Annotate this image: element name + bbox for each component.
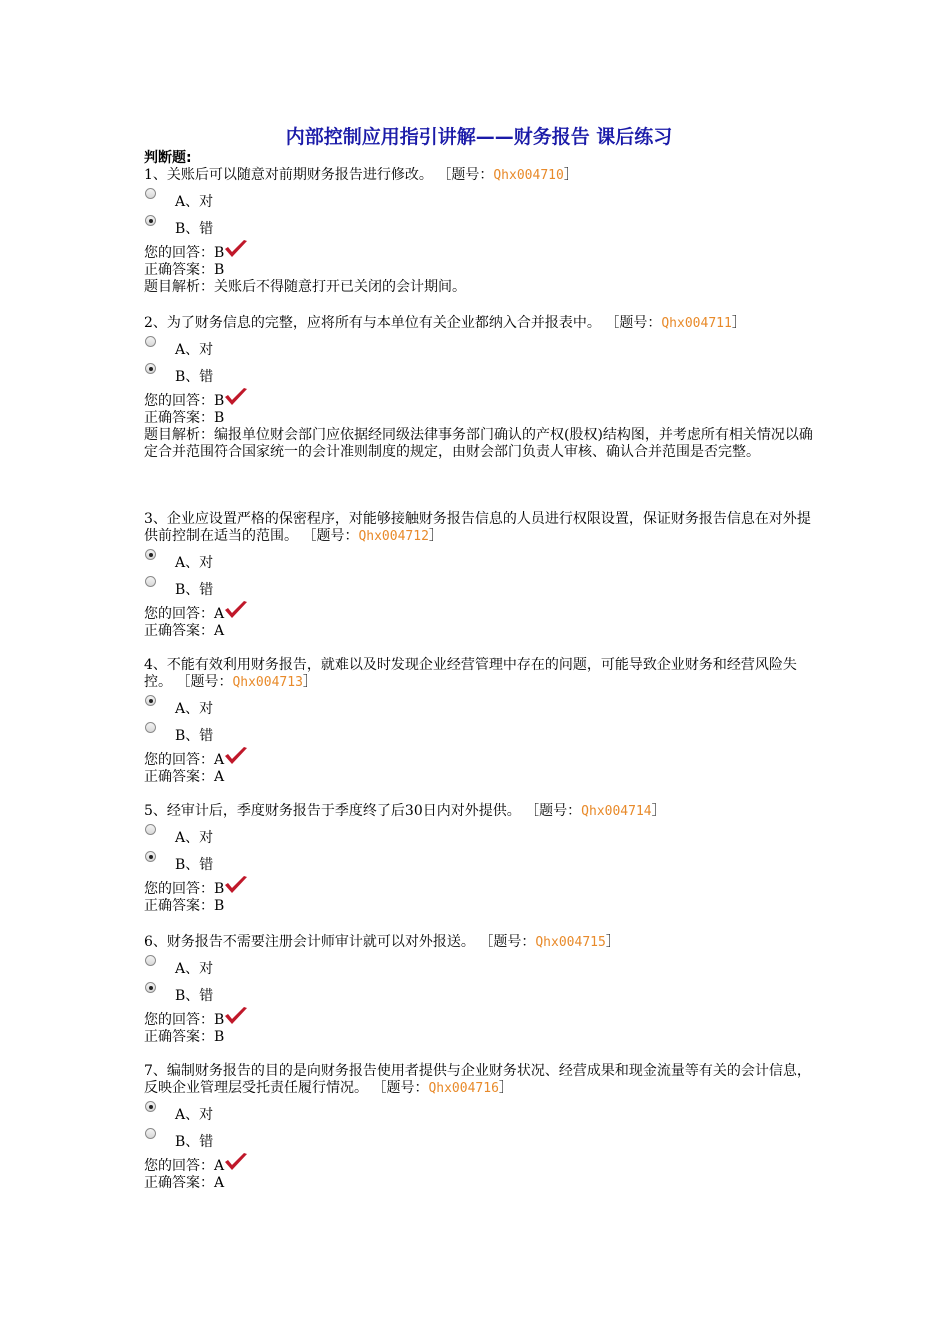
your-answer-row: 您的回答：A	[144, 1152, 814, 1175]
check-icon	[224, 1006, 248, 1026]
question-code: Qhx004711	[661, 316, 732, 331]
your-answer-row: 您的回答：B	[144, 387, 814, 410]
option-a[interactable]: A、对	[144, 332, 814, 359]
radio-icon[interactable]	[145, 722, 156, 733]
question-4	[144, 657, 814, 786]
question-code: Qhx004710	[493, 168, 564, 183]
radio-icon[interactable]	[145, 336, 156, 347]
question-text: 6、财务报告不需要注册会计师审计就可以对外报送。 ［题号：Qhx004715］	[144, 934, 620, 950]
question-text: 5、经审计后，季度财务报告于季度终了后30日内对外提供。 ［题号：Qhx004714］	[144, 803, 666, 819]
check-icon	[224, 875, 248, 895]
option-b[interactable]: B、错	[144, 572, 814, 599]
option-a[interactable]: A、对	[144, 951, 814, 978]
option-a[interactable]: A、对	[144, 545, 814, 572]
check-icon	[224, 239, 248, 259]
question-code: Qhx004716	[428, 1081, 499, 1096]
option-b[interactable]: B、错	[144, 1124, 814, 1151]
radio-selected-icon[interactable]	[145, 363, 156, 374]
correct-answer-row: 正确答案：B	[144, 262, 225, 278]
radio-selected-icon[interactable]	[145, 982, 156, 993]
option-a[interactable]: A、对	[144, 820, 814, 847]
page-title: 内部控制应用指引讲解——财务报告 课后练习	[285, 126, 673, 148]
analysis-row: 题目解析：关账后不得随意打开已关闭的会计期间。	[144, 279, 466, 295]
radio-selected-icon[interactable]	[145, 695, 156, 706]
option-a[interactable]: A、对	[144, 1097, 814, 1124]
correct-answer-row: 正确答案：A	[144, 623, 225, 639]
correct-answer-row: 正确答案：A	[144, 769, 225, 785]
section-heading: 判断题:	[144, 150, 192, 166]
your-answer-row: 您的回答：A	[144, 600, 814, 623]
option-a[interactable]: A、对	[144, 184, 814, 211]
correct-answer-row: 正确答案：A	[144, 1175, 225, 1191]
question-text: 2、为了财务信息的完整，应将所有与本单位有关企业都纳入合并报表中。 ［题号：Qhx004711］	[144, 315, 746, 331]
radio-icon[interactable]	[145, 576, 156, 587]
question-code: Qhx004715	[535, 935, 606, 950]
your-answer-row: 您的回答：B	[144, 1006, 814, 1029]
question-2	[144, 315, 814, 461]
question-1	[144, 167, 814, 296]
question-text: 3、企业应设置严格的保密程序，对能够接触财务报告信息的人员进行权限设置，保证财务报告信息在对外提供前控制在适当的范围。 ［题号：Qhx004712］	[144, 511, 811, 544]
question-text: 4、不能有效利用财务报告，就难以及时发现企业经营管理中存在的问题，可能导致企业财务和经营风险失控。 ［题号：Qhx004713］	[144, 657, 797, 690]
your-answer-row: 您的回答：B	[144, 239, 814, 262]
correct-answer-row: 正确答案：B	[144, 898, 225, 914]
option-a[interactable]: A、对	[144, 691, 814, 718]
radio-selected-icon[interactable]	[145, 215, 156, 226]
question-3	[144, 511, 814, 640]
your-answer-row: 您的回答：B	[144, 875, 814, 898]
question-text: 7、编制财务报告的目的是向财务报告使用者提供与企业财务状况、经营成果和现金流量等有关的会计信息，反映企业管理层受托责任履行情况。 ［题号：Qhx004716］	[144, 1063, 811, 1096]
radio-icon[interactable]	[145, 188, 156, 199]
question-7	[144, 1063, 814, 1192]
radio-selected-icon[interactable]	[145, 549, 156, 560]
option-b[interactable]: B、错	[144, 847, 814, 874]
correct-answer-row: 正确答案：B	[144, 1029, 225, 1045]
radio-icon[interactable]	[145, 955, 156, 966]
question-code: Qhx004713	[232, 675, 303, 690]
analysis-row: 题目解析：编报单位财会部门应依据经同级法律事务部门确认的产权(股权)结构图，并考虑所有相关情况以确定合并范围符合国家统一的会计准则制度的规定，由财会部门负责人审核、确认合并范围是否完整。	[144, 427, 813, 460]
option-b[interactable]: B、错	[144, 718, 814, 745]
question-5	[144, 803, 814, 915]
check-icon	[224, 387, 248, 407]
option-b[interactable]: B、错	[144, 211, 814, 238]
your-answer-row: 您的回答：A	[144, 746, 814, 769]
radio-selected-icon[interactable]	[145, 851, 156, 862]
check-icon	[224, 600, 248, 620]
radio-icon[interactable]	[145, 1128, 156, 1139]
radio-selected-icon[interactable]	[145, 1101, 156, 1112]
radio-icon[interactable]	[145, 824, 156, 835]
correct-answer-row: 正确答案：B	[144, 410, 225, 426]
check-icon	[224, 1152, 248, 1172]
option-b[interactable]: B、错	[144, 359, 814, 386]
question-text: 1、关账后可以随意对前期财务报告进行修改。 ［题号：Qhx004710］	[144, 167, 578, 183]
check-icon	[224, 746, 248, 766]
option-b[interactable]: B、错	[144, 978, 814, 1005]
question-code: Qhx004712	[358, 529, 429, 544]
question-code: Qhx004714	[581, 804, 652, 819]
question-6	[144, 934, 814, 1046]
